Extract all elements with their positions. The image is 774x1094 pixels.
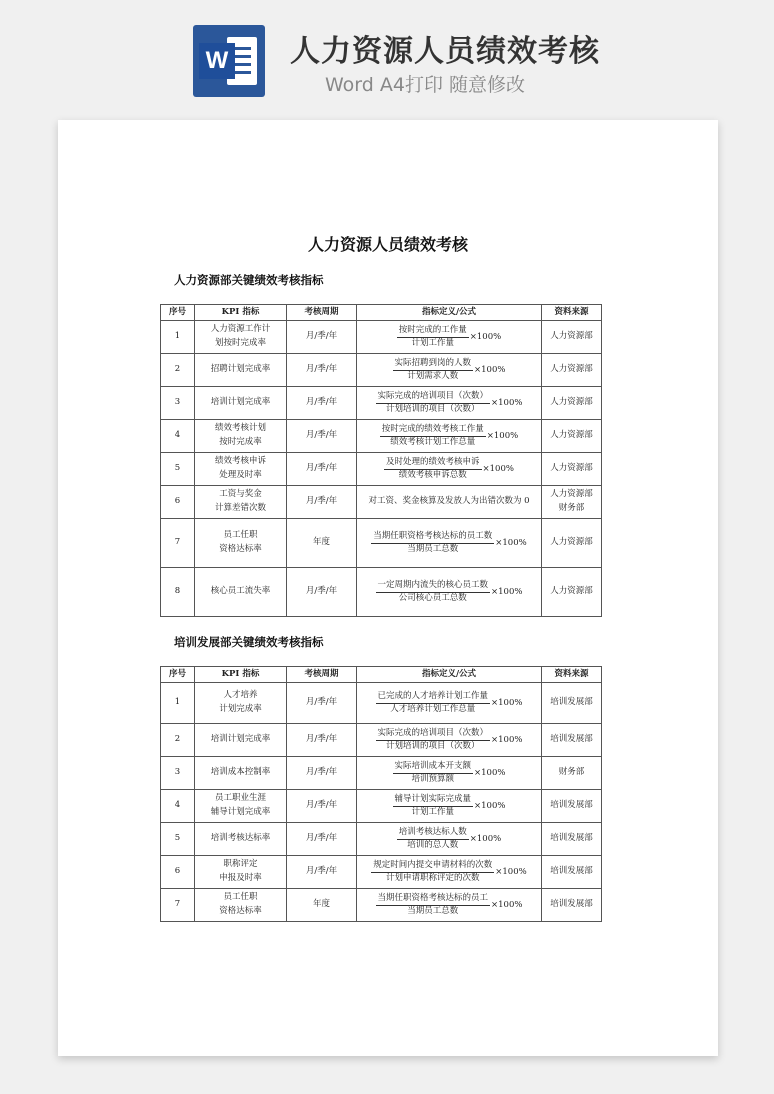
kpi-name — [195, 321, 287, 354]
table-row — [161, 790, 602, 823]
kpi-formula — [357, 683, 542, 724]
row-number: 7 — [161, 519, 195, 568]
page-header — [0, 0, 774, 112]
table-row — [161, 856, 602, 889]
formula — [376, 691, 523, 716]
kpi-name — [195, 856, 287, 889]
kpi-formula — [357, 823, 542, 856]
formula-denominator: 培训的总人数 — [407, 840, 459, 850]
word-icon — [193, 25, 265, 97]
data-source-line: 培训发展部 — [550, 899, 593, 910]
assessment-period: 月/季/年 — [287, 354, 357, 387]
formula-fraction — [376, 893, 491, 918]
formula-denominator: 计划申请职称评定的次数 — [386, 873, 480, 883]
kpi-name-line: 员工职业生涯 — [214, 793, 266, 804]
assessment-period: 月/季/年 — [287, 321, 357, 354]
formula — [376, 580, 523, 605]
formula-numerator: 辅导计划实际完成量 — [393, 794, 474, 807]
formula — [393, 794, 506, 819]
kpi-name-line: 处理及时率 — [219, 470, 262, 480]
kpi-formula — [357, 420, 542, 453]
data-source-line: 人力资源部 — [550, 430, 593, 441]
kpi-name-line: 培训计划完成率 — [210, 397, 271, 408]
row-number: 6 — [161, 486, 195, 519]
formula-multiplier: ×100% — [491, 899, 523, 910]
section-title-hr: 人力资源部关键绩效考核指标 — [174, 273, 324, 287]
kpi-name-line: 人才培养 — [223, 690, 258, 701]
table-row — [161, 823, 602, 856]
formula-numerator: 实际招聘到岗的人数 — [393, 358, 474, 371]
kpi-name-line: 绩效考核计划 — [214, 423, 266, 434]
kpi-name — [195, 453, 287, 486]
data-source-line: 人力资源部 — [550, 586, 593, 597]
kpi-formula — [357, 790, 542, 823]
data-source-line: 人力资源部 — [550, 364, 593, 375]
kpi-formula — [357, 354, 542, 387]
assessment-period: 月/季/年 — [287, 683, 357, 724]
formula-fraction — [393, 761, 474, 786]
row-number: 7 — [161, 889, 195, 922]
formula-denominator: 当期员工总数 — [407, 906, 459, 916]
kpi-name-line: 绩效考核申诉 — [214, 456, 266, 467]
formula-numerator: 培训考核达标人数 — [397, 827, 469, 840]
column-header: 序号 — [161, 305, 195, 321]
kpi-name-line: 培训计划完成率 — [210, 734, 271, 745]
data-source — [542, 823, 602, 856]
formula-numerator: 一定周期内流失的核心员工数 — [376, 580, 491, 593]
data-source — [542, 856, 602, 889]
formula — [376, 728, 523, 753]
formula-fraction — [376, 728, 491, 753]
formula-multiplier: ×100% — [491, 697, 523, 708]
formula — [397, 827, 501, 852]
kpi-name — [195, 683, 287, 724]
data-source — [542, 790, 602, 823]
kpi-name-line: 核心员工流失率 — [210, 586, 271, 597]
assessment-period: 月/季/年 — [287, 724, 357, 757]
formula-fraction — [371, 531, 494, 556]
formula-multiplier: ×100% — [469, 833, 502, 844]
kpi-name-line: 员工任职 — [223, 892, 258, 903]
assessment-period: 月/季/年 — [287, 453, 357, 486]
data-source-line: 人力资源部 — [550, 463, 593, 474]
assessment-period: 月/季/年 — [287, 387, 357, 420]
data-source-line: 财务部 — [558, 767, 585, 778]
table-row — [161, 724, 602, 757]
data-source-line: 人力资源部 — [550, 537, 593, 548]
formula — [397, 325, 501, 350]
column-header: 序号 — [161, 667, 195, 683]
formula — [376, 893, 523, 918]
kpi-name-line: 职称评定 — [223, 859, 258, 870]
kpi-name — [195, 568, 287, 617]
kpi-name-line: 人力资源工作计 — [210, 324, 271, 335]
data-source — [542, 889, 602, 922]
formula-numerator: 当期任职资格考核达标的员工 — [376, 893, 491, 906]
section-title-training: 培训发展部关键绩效考核指标 — [174, 635, 324, 649]
formula-fraction — [376, 691, 491, 716]
assessment-period: 月/季/年 — [287, 757, 357, 790]
column-header: 资料来源 — [542, 305, 602, 321]
kpi-formula — [357, 519, 542, 568]
data-source — [542, 354, 602, 387]
document-page — [58, 120, 718, 1056]
header-title: 人力资源人员绩效考核 — [290, 34, 600, 69]
column-header: 指标定义/公式 — [357, 667, 542, 683]
row-number: 6 — [161, 856, 195, 889]
data-source-line: 培训发展部 — [550, 833, 593, 844]
formula-denominator: 绩效考核计划工作总量 — [390, 437, 476, 447]
data-source-line: 财务部 — [558, 503, 585, 513]
kpi-name-line: 员工任职 — [223, 530, 258, 541]
assessment-period: 月/季/年 — [287, 823, 357, 856]
table-row — [161, 889, 602, 922]
kpi-table-hr — [160, 304, 602, 617]
formula — [380, 424, 518, 449]
kpi-formula — [357, 486, 542, 519]
row-number: 2 — [161, 724, 195, 757]
kpi-name — [195, 757, 287, 790]
data-source — [542, 387, 602, 420]
formula-denominator: 培训预算额 — [411, 774, 455, 784]
kpi-name — [195, 889, 287, 922]
word-icon-letter: W — [199, 43, 235, 79]
formula — [393, 358, 506, 383]
data-source-line: 人力资源部 — [550, 331, 593, 342]
kpi-name — [195, 387, 287, 420]
kpi-name — [195, 823, 287, 856]
formula-multiplier: ×100% — [469, 331, 502, 342]
table-row — [161, 486, 602, 519]
data-source — [542, 568, 602, 617]
column-header: 考核周期 — [287, 667, 357, 683]
formula-multiplier: ×100% — [491, 586, 523, 597]
table-header-row — [161, 305, 602, 321]
column-header: KPI 指标 — [195, 305, 287, 321]
table-header-row — [161, 667, 602, 683]
formula-denominator: 计划工作量 — [411, 338, 455, 348]
data-source-line: 人力资源部 — [550, 489, 593, 500]
formula-denominator: 计划工作量 — [411, 807, 455, 817]
row-number: 8 — [161, 568, 195, 617]
kpi-name-line: 培训成本控制率 — [210, 767, 271, 778]
formula-numerator: 实际培训成本开支额 — [393, 761, 474, 774]
formula — [376, 391, 523, 416]
formula-fraction — [380, 424, 486, 449]
formula-denominator: 公司核心员工总数 — [398, 593, 467, 603]
kpi-table-training — [160, 666, 602, 922]
data-source — [542, 757, 602, 790]
data-source — [542, 453, 602, 486]
data-source-line: 培训发展部 — [550, 800, 593, 811]
formula-denominator: 计划需求人数 — [407, 371, 459, 381]
formula-numerator: 按时完成的工作量 — [397, 325, 469, 338]
row-number: 3 — [161, 757, 195, 790]
row-number: 1 — [161, 683, 195, 724]
formula-multiplier: ×100% — [474, 767, 506, 778]
table-row — [161, 354, 602, 387]
assessment-period: 月/季/年 — [287, 856, 357, 889]
column-header: 考核周期 — [287, 305, 357, 321]
data-source — [542, 486, 602, 519]
data-source — [542, 321, 602, 354]
formula-numerator: 当期任职资格考核达标的员工数 — [371, 531, 494, 544]
header-subtitle: Word A4打印 随意修改 — [325, 74, 526, 96]
kpi-name-line: 招聘计划完成率 — [210, 364, 271, 375]
row-number: 1 — [161, 321, 195, 354]
data-source — [542, 683, 602, 724]
kpi-name-line: 按时完成率 — [219, 437, 262, 447]
formula-multiplier: ×100% — [486, 430, 519, 441]
formula — [393, 761, 506, 786]
data-source — [542, 519, 602, 568]
data-source — [542, 724, 602, 757]
formula-numerator: 按时完成的绩效考核工作量 — [380, 424, 486, 437]
row-number: 5 — [161, 453, 195, 486]
table-row — [161, 519, 602, 568]
kpi-formula — [357, 387, 542, 420]
assessment-period: 月/季/年 — [287, 790, 357, 823]
kpi-name-line: 培训考核达标率 — [210, 833, 271, 844]
kpi-name-line: 计划完成率 — [219, 704, 262, 714]
formula-multiplier: ×100% — [491, 734, 523, 745]
column-header: 资料来源 — [542, 667, 602, 683]
formula-denominator: 当期员工总数 — [407, 544, 459, 554]
table-row — [161, 683, 602, 724]
formula-numerator: 规定时间内提交申请材料的次数 — [371, 860, 494, 873]
formula — [384, 457, 514, 482]
data-source-line: 培训发展部 — [550, 697, 593, 708]
kpi-formula — [357, 889, 542, 922]
table-row — [161, 420, 602, 453]
formula-denominator: 计划培训的项目（次数） — [386, 404, 480, 414]
formula-numerator: 实际完成的培训项目（次数） — [376, 391, 491, 404]
data-source-line: 培训发展部 — [550, 734, 593, 745]
formula-fraction — [376, 391, 491, 416]
formula-fraction — [393, 358, 474, 383]
data-source-line: 人力资源部 — [550, 397, 593, 408]
formula-fraction — [384, 457, 482, 482]
kpi-name-line: 计算差错次数 — [214, 503, 266, 513]
formula-multiplier: ×100% — [474, 800, 506, 811]
kpi-formula — [357, 321, 542, 354]
assessment-period: 月/季/年 — [287, 568, 357, 617]
kpi-name — [195, 519, 287, 568]
row-number: 4 — [161, 790, 195, 823]
row-number: 5 — [161, 823, 195, 856]
kpi-name — [195, 724, 287, 757]
row-number: 2 — [161, 354, 195, 387]
formula-fraction — [397, 325, 469, 350]
formula — [371, 531, 526, 556]
kpi-name-line: 辅导计划完成率 — [210, 807, 271, 817]
formula-text: 对工资、奖金核算及发放人为出错次数为 0 — [368, 496, 530, 507]
formula-numerator: 实际完成的培训项目（次数） — [376, 728, 491, 741]
formula — [371, 860, 526, 885]
formula-numerator: 已完成的人才培养计划工作量 — [376, 691, 491, 704]
kpi-name-line: 划按时完成率 — [214, 338, 266, 348]
formula-multiplier: ×100% — [491, 397, 523, 408]
table-row — [161, 387, 602, 420]
row-number: 4 — [161, 420, 195, 453]
kpi-formula — [357, 856, 542, 889]
assessment-period: 月/季/年 — [287, 420, 357, 453]
formula-multiplier: ×100% — [482, 463, 514, 474]
kpi-name-line: 资格达标率 — [219, 906, 262, 916]
kpi-name — [195, 486, 287, 519]
kpi-name-line: 工资与奖金 — [219, 489, 262, 500]
kpi-formula — [357, 757, 542, 790]
table-row — [161, 568, 602, 617]
kpi-name — [195, 420, 287, 453]
assessment-period: 月/季/年 — [287, 486, 357, 519]
column-header: KPI 指标 — [195, 667, 287, 683]
column-header: 指标定义/公式 — [357, 305, 542, 321]
formula-denominator: 计划培训的项目（次数） — [386, 741, 480, 751]
kpi-formula — [357, 453, 542, 486]
table-row — [161, 757, 602, 790]
formula-denominator: 绩效考核申诉总数 — [398, 470, 467, 480]
row-number: 3 — [161, 387, 195, 420]
kpi-name-line: 申报及时率 — [219, 873, 262, 883]
document-title: 人力资源人员绩效考核 — [307, 235, 468, 254]
kpi-formula — [357, 724, 542, 757]
formula-denominator: 人才培养计划工作总量 — [390, 704, 476, 714]
formula-fraction — [393, 794, 474, 819]
formula-multiplier: ×100% — [474, 364, 506, 375]
data-source — [542, 420, 602, 453]
table-row — [161, 453, 602, 486]
kpi-formula — [357, 568, 542, 617]
assessment-period: 年度 — [287, 519, 357, 568]
data-source-line: 培训发展部 — [550, 866, 593, 877]
table-row — [161, 321, 602, 354]
kpi-name — [195, 354, 287, 387]
formula-fraction — [397, 827, 469, 852]
kpi-name-line: 资格达标率 — [219, 544, 262, 554]
formula-numerator: 及时处理的绩效考核申诉 — [384, 457, 482, 470]
formula-fraction — [376, 580, 491, 605]
formula-fraction — [371, 860, 494, 885]
kpi-name — [195, 790, 287, 823]
formula-multiplier: ×100% — [495, 537, 527, 548]
assessment-period: 年度 — [287, 889, 357, 922]
formula-multiplier: ×100% — [495, 866, 527, 877]
